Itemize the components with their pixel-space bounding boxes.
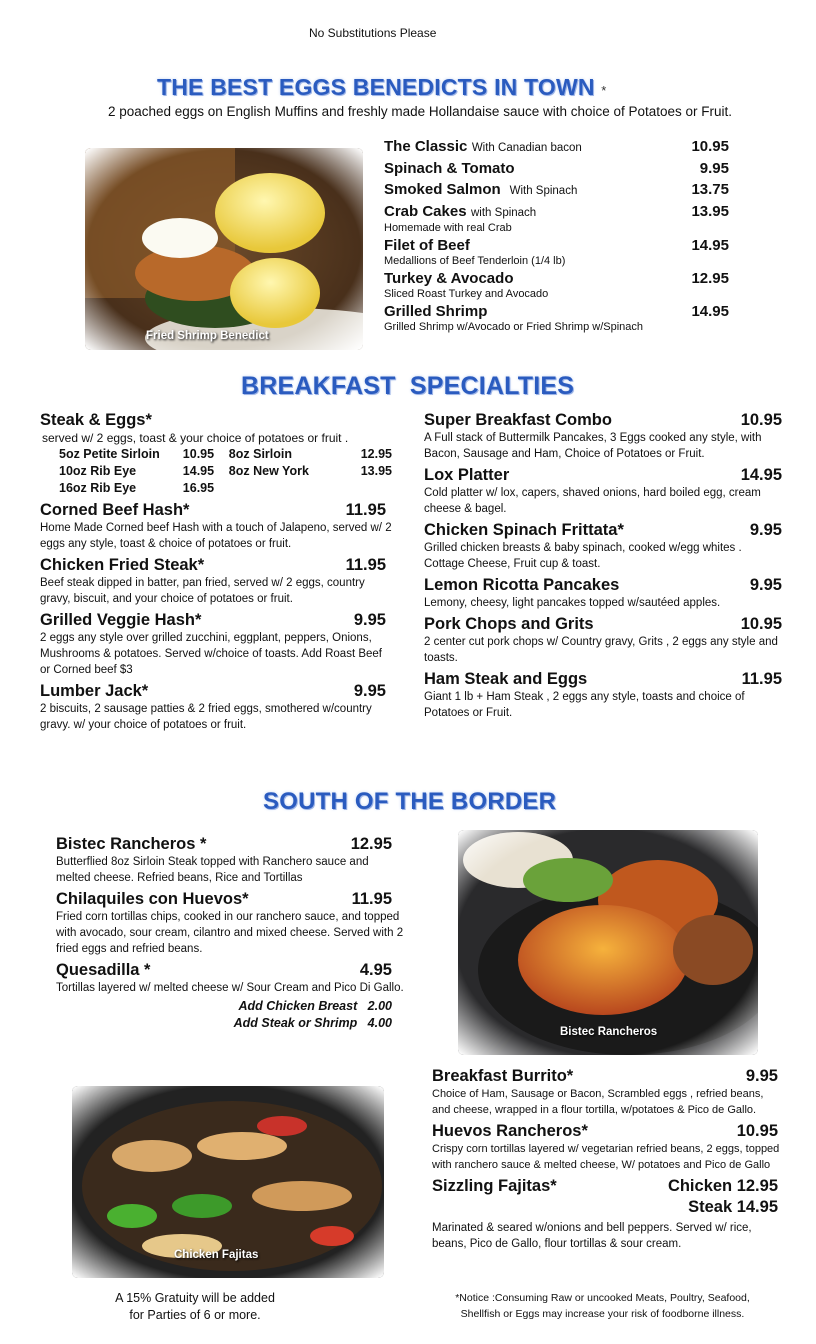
benedict-item-name: The Classic (384, 138, 468, 155)
menu-item (424, 411, 782, 462)
menu-item-desc: Beef steak dipped in batter, pan fried, served w/ 2 eggs, country gravy, biscuit, and your choice of potatoes or fruit. (40, 577, 365, 605)
menu-item-name: Bistec Rancheros * (56, 835, 207, 853)
benedict-item-price: 13.75 (691, 181, 729, 198)
benedict-item-name: Turkey & Avocado (384, 270, 514, 287)
steak-options-table (59, 446, 392, 497)
addon-row (56, 1015, 392, 1032)
quesadilla-addons (56, 998, 392, 1032)
menu-item-price: 4.95 (359, 961, 392, 979)
menu-item-desc: 2 eggs any style over grilled zucchini, eggplant, peppers, Onions, Mushrooms & potatoes. Served w/choice of toasts. Add Roast Beef or Corned beef $3 (40, 632, 382, 676)
benedict-item-name: Crab Cakes (384, 203, 467, 220)
benedict-item-price: 10.95 (691, 138, 729, 155)
menu-item-price: 10.95 (740, 411, 782, 429)
steak-price: 16.95 (182, 481, 215, 495)
menu-item (40, 501, 392, 552)
gratuity-notice (110, 1290, 280, 1324)
menu-item-desc: 2 biscuits, 2 sausage patties & 2 fried eggs, smothered w/country gravy. w/ your choice of potatoes or fruit. (40, 703, 372, 731)
menu-item-desc: 2 center cut pork chops w/ Country gravy, Grits , 2 eggs any style and toasts. (424, 636, 778, 664)
steak-option: 8oz Sirloin (228, 447, 292, 461)
menu-item-price: 9.95 (745, 1067, 778, 1085)
benedict-item-note: With Spinach (509, 185, 578, 197)
menu-item-price: 14.95 (740, 466, 782, 484)
menu-item-name: Lemon Ricotta Pancakes (424, 576, 620, 594)
bistec-image (458, 830, 758, 1055)
fajitas-photo-caption: Chicken Fajitas (174, 1249, 259, 1261)
menu-item-name: Pork Chops and Grits (424, 615, 594, 633)
benedict-item (384, 303, 729, 333)
steak-option: 16oz Rib Eye (59, 481, 137, 495)
menu-item-desc: A Full stack of Buttermilk Pancakes, 3 Eggs cooked any style, with Bacon, Sausage and Ham, Choice of Potatoes or Fruit. (424, 432, 762, 460)
steak-price: 12.95 (360, 447, 392, 461)
border-title: SOUTH OF THE BORDER (263, 788, 557, 815)
benedicts-title-text: THE BEST EGGS BENEDICTS IN TOWN (157, 74, 595, 100)
menu-item-price: 11.95 (345, 501, 386, 519)
menu-item (40, 611, 392, 678)
menu-item (432, 1122, 782, 1173)
benedict-item-desc: Grilled Shrimp w/Avocado or Fried Shrimp w/Spinach (384, 321, 644, 333)
menu-item (56, 890, 406, 957)
benedict-item-price: 14.95 (691, 237, 729, 254)
sizzling-fajitas (432, 1177, 782, 1252)
menu-item-price: 11.95 (741, 670, 782, 688)
menu-item-name: Quesadilla * (56, 961, 151, 979)
menu-item-desc: Tortillas layered w/ melted cheese w/ Sour Cream and Pico Di Gallo. (56, 982, 404, 994)
steak-price: 14.95 (182, 464, 215, 478)
menu-item-name: Corned Beef Hash* (40, 501, 190, 519)
benedict-photo-caption: Fried Shrimp Benedict (146, 330, 269, 342)
menu-item (424, 670, 782, 721)
benedict-item (384, 203, 729, 234)
menu-item-desc: Marinated & seared w/onions and bell peppers. Served w/ rice, beans, Pico de Gallo, flour tortillas & sour cream. (432, 1222, 752, 1250)
menu-item-price: 9.95 (749, 521, 782, 539)
benedict-item-name: Smoked Salmon (384, 181, 501, 198)
menu-item-name: Steak & Eggs* (40, 411, 152, 429)
specialties-left-column (40, 411, 392, 737)
menu-item (40, 682, 392, 733)
menu-item-price: 12.95 (350, 835, 392, 853)
menu-item-desc: Giant 1 lb + Ham Steak , 2 eggs any style, toasts and choice of Potatoes or Fruit. (424, 691, 745, 719)
benedict-item-name: Spinach & Tomato (384, 160, 515, 177)
menu-item-desc: Fried corn tortillas chips, cooked in our ranchero sauce, and topped with avocado, sour cream, cilantro and mixed cheese. Served with 2 fried eggs and refried beans. (56, 911, 404, 955)
menu-item-price: 11.95 (351, 890, 392, 908)
no-substitutions-notice: No Substitutions Please (309, 26, 437, 40)
benedict-item (384, 270, 729, 300)
benedict-list (384, 138, 729, 336)
menu-item-name: Ham Steak and Eggs (424, 670, 588, 688)
notice-line: Shellfish or Eggs may increase your risk of foodborne illness. (460, 1308, 745, 1320)
benedict-item-price: 13.95 (691, 203, 729, 220)
addon-label: Add Steak or Shrimp (233, 1016, 358, 1030)
specialties-title: BREAKFAST SPECIALTIES (241, 372, 575, 400)
specialties-right-column (424, 411, 782, 725)
benedict-item-name: Grilled Shrimp (384, 303, 488, 320)
menu-item-price: 9.95 (353, 682, 386, 700)
benedict-item-name: Filet of Beef (384, 237, 470, 254)
addon-price: 2.00 (367, 999, 392, 1013)
menu-item-name: Lox Platter (424, 466, 510, 484)
menu-item-desc: Home Made Corned beef Hash with a touch of Jalapeno, served w/ 2 eggs any style, toast & choice of potatoes or fruit. (40, 522, 392, 550)
foodborne-illness-notice (425, 1290, 780, 1322)
border-right-column (432, 1067, 782, 1256)
steak-and-eggs (40, 411, 392, 497)
addon-row (56, 998, 392, 1015)
notice-line: *Notice :Consuming Raw or uncooked Meats, Poultry, Seafood, (455, 1292, 750, 1304)
addon-price: 4.00 (367, 1016, 392, 1030)
menu-item-desc: Crispy corn tortillas layered w/ vegetarian refried beans, 2 eggs, topped with ranchero sauce & melted cheese, W/ potatoes and Pico de Gallo (432, 1143, 780, 1171)
benedict-item (384, 181, 729, 199)
menu-item-price: 10.95 (736, 1122, 778, 1140)
menu-item-desc: Cold platter w/ lox, capers, shaved onions, hard boiled egg, cream cheese & bagel. (424, 487, 761, 515)
benedict-item-note: with Spinach (471, 207, 537, 219)
benedict-item (384, 237, 729, 267)
menu-item-price: 10.95 (740, 615, 782, 633)
steak-option: 10oz Rib Eye (59, 464, 137, 478)
menu-item (424, 466, 782, 517)
menu-item-name: Sizzling Fajitas* (432, 1177, 557, 1195)
bistec-photo-caption: Bistec Rancheros (560, 1026, 658, 1038)
benedict-item-desc: Homemade with real Crab (384, 222, 512, 234)
benedict-item (384, 160, 729, 177)
bistec-rancheros-photo (458, 830, 758, 1055)
menu-item-name: Chilaquiles con Huevos* (56, 890, 249, 908)
menu-item (56, 835, 406, 886)
menu-item-name: Chicken Spinach Frittata* (424, 521, 624, 539)
benedict-item-price: 12.95 (691, 270, 729, 287)
menu-item-name: Grilled Veggie Hash* (40, 611, 202, 629)
benedict-item (384, 138, 729, 156)
benedicts-title-star: * (601, 83, 607, 98)
steak-price: 13.95 (360, 464, 392, 478)
menu-item-desc: Butterflied 8oz Sirloin Steak topped with Ranchero sauce and melted cheese. Refried beans, Rice and Tortillas (56, 856, 369, 884)
menu-item-name: Super Breakfast Combo (424, 411, 612, 429)
menu-item-desc: served w/ 2 eggs, toast & your choice of potatoes or fruit . (42, 431, 349, 445)
gratuity-line: for Parties of 6 or more. (129, 1308, 261, 1322)
benedicts-title (157, 74, 607, 101)
benedict-item-desc: Sliced Roast Turkey and Avocado (384, 288, 549, 300)
benedict-item-note: With Canadian bacon (471, 142, 582, 154)
menu-item-desc: Grilled chicken breasts & baby spinach, cooked w/egg whites . Cottage Cheese, Fruit cup & toast. (424, 542, 742, 570)
menu-item-name: Lumber Jack* (40, 682, 149, 700)
menu-item (424, 521, 782, 572)
menu-item-name: Chicken Fried Steak* (40, 556, 205, 574)
border-left-column (56, 835, 406, 1032)
chicken-fajitas-photo (72, 1086, 384, 1278)
benedict-image (85, 148, 363, 350)
menu-item-price: 9.95 (353, 611, 386, 629)
menu-item (424, 576, 782, 611)
gratuity-line: A 15% Gratuity will be added (115, 1291, 275, 1305)
addon-label: Add Chicken Breast (238, 999, 358, 1013)
steak-price: 10.95 (182, 447, 215, 461)
menu-item-desc: Lemony, cheesy, light pancakes topped w/sautéed apples. (424, 597, 721, 609)
menu-item (56, 961, 406, 996)
menu-item-price: Steak 14.95 (688, 1198, 778, 1216)
menu-item (432, 1067, 782, 1118)
menu-item (424, 615, 782, 666)
shrimp-benedict-photo (85, 148, 363, 350)
benedicts-subtitle: 2 poached eggs on English Muffins and freshly made Hollandaise sauce with choice of Potatoes or Fruit. (107, 104, 733, 119)
menu-item-price: Chicken 12.95 (667, 1177, 778, 1195)
menu-item-price: 9.95 (749, 576, 782, 594)
benedict-item-desc: Medallions of Beef Tenderloin (1/4 lb) (384, 255, 566, 267)
steak-option: 5oz Petite Sirloin (59, 447, 160, 461)
menu-item (40, 556, 392, 607)
menu-item-desc: Choice of Ham, Sausage or Bacon, Scrambled eggs , refried beans, and cheese, wrapped in a flour tortilla, w/potatoes & Pico de Gallo. (432, 1088, 764, 1116)
menu-item-price: 11.95 (345, 556, 386, 574)
benedict-item-price: 14.95 (691, 303, 729, 320)
menu-item-name: Huevos Rancheros* (432, 1122, 588, 1140)
benedict-item-price: 9.95 (699, 160, 729, 177)
menu-item-name: Breakfast Burrito* (432, 1067, 574, 1085)
steak-option: 8oz New York (228, 464, 309, 478)
